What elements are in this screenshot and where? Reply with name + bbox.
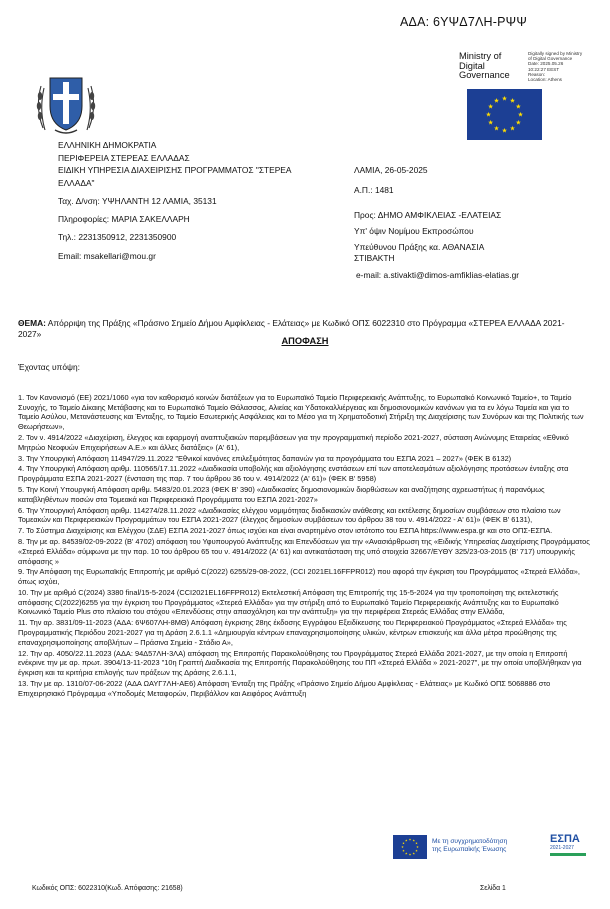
espa-brand: ΕΣΠΑ	[550, 833, 580, 845]
eu-small-flag-icon	[393, 835, 427, 859]
list-item: 6. Την Υπουργική Απόφαση αριθμ. 114274/28.11.2022 «Διαδικασίες ελέγχου νομιμότητας διαδικασιών ανάθεσης και εκτέλεσης δημοσίων συμβάσεων στο πλαίσιο των Τομεακών και Περιφερειακών Προγραμμάτων του ΕΣΠΑ 2021-2027 (έλεγχος δημοσίων συμβάσεων του άρθρου 38 του ν. 4914/2022 - Α' 61)» (ΦΕΚ Β' 6131),	[18, 505, 561, 525]
subject-text: Απόρριψη της Πράξης «Πράσινο Σημείο Δήμου Αμφίκλειας - Ελάτειας» με Κωδικό ΟΠΣ 6022310 στο Πρόγραμμα «ΣΤΕΡΕΑ ΕΛΛΑΔΑ 2021-2027»	[18, 318, 565, 339]
signature-line-1: Ministry of	[459, 51, 502, 61]
recipient-responsible-cont: ΣΤΙΒΑΚΤΗ	[354, 253, 395, 263]
sender-region: ΠΕΡΙΦΕΡΕΙΑ ΣΤΕΡΕΑΣ ΕΛΛΑΔΑΣ	[58, 152, 190, 163]
espa-line-1: Με τη συγχρηματοδότηση	[432, 838, 508, 845]
sender-country: ΕΛΛΗΝΙΚΗ ΔΗΜΟΚΡΑΤΙΑ	[58, 140, 157, 150]
document-date: ΛΑΜΙΑ, 26-05-2025	[354, 165, 428, 175]
signature-line-2: Digital	[459, 60, 485, 71]
sender-contact-person: Πληροφορίες: ΜΑΡΙΑ ΣΑΚΕΛΛΑΡΗ	[58, 214, 190, 225]
eu-flag-icon	[467, 89, 542, 140]
protocol-number: Α.Π.: 1481	[354, 185, 394, 195]
list-item: 7. Το Σύστημα Διαχείρισης και Ελέγχου (ΣΔΕ) ΕΣΠΑ 2021-2027 όπως ισχύει και είναι αναρτημένο στον ιστότοπο του ΕΣΠΑ https://www.espa.gr και στο ΟΠΣ-ΕΣΠΑ.	[18, 526, 553, 536]
greek-emblem-icon	[33, 68, 99, 136]
list-item: 5. Την Κοινή Υπουργική Απόφαση αριθμ. 5483/20.01.2023 (ΦΕΚ Β' 390) «Διαδικασίες δημοσιονομικών διορθώσεων και αναζήτησης αχρεωστήτως ή παρανόμως καταβληθέντων ποσών στα Τομεακά και Περιφερειακά Προγράμματα του ΕΣΠΑ 2021-2027»	[18, 485, 545, 504]
signature-detail-line: Reason:	[528, 71, 546, 77]
recipient-attention: Υπ' όψιν Νομίμου Εκπροσώπου	[354, 226, 474, 236]
sender-block	[58, 140, 348, 263]
recipient-email: e-mail: a.stivakti@dimos-amfiklias-elatias.gr	[356, 270, 520, 280]
recipient-block	[354, 165, 574, 281]
list-item: 2. Τον ν. 4914/2022 «Διαχείριση, έλεγχος και εφαρμογή αναπτυξιακών παρεμβάσεων για την προγραμματική περίοδο 2021-2027, σύσταση Ανώνυμης Εταιρείας «Εθνικό Μητρώο Νεοφυών Επιχειρήσεων Α.Ε.» και άλλες διατάξεις» (Α' 61),	[18, 433, 569, 452]
subject-label: ΘΕΜΑ:	[18, 318, 46, 328]
list-item: 10. Την με αριθμό C(2024) 3380 final/15-5-2024 (CCI2021EL16FFPR012) Εκτελεστική Απόφαση της Επιτροπής της 15-5-2024 για την τροποποίηση της εκτελεστικής απόφασης C(2022)6255 για την έγκριση του Προγράμματος «Στερεά Ελλάδα» για την στήριξη από το Ευρωπαϊκό Ταμείο Περιφερειακής Ανάπτυξης και το Ευρωπαϊκό Κοινωνικό Ταμείο Plus στο πλαίσιο του στόχου «Επενδύσεις στην απασχόληση και την ανάπτυξη» για την περιφέρεια Στερεάς Ελλάδας στην Ελλάδα,	[18, 588, 559, 617]
espa-line-2: της Ευρωπαϊκής Ένωσης	[432, 846, 507, 853]
sender-address: Ταχ. Δ/νση: ΥΨΗΛΑΝΤΗ 12 ΛΑΜΙΑ, 35131	[58, 195, 217, 206]
list-item: 12. Την αρ. 4050/22.11.2023 (ΑΔΑ: 94Δ57ΛΗ-3ΛΑ) απόφαση της Επιτροπής Παρακολούθησης του Προγράμματος Στερεά Ελλάδα 2021-2027, με την οποία η Επιτροπή ενέκρινε την με αρ. πρωτ. 3904/13-11-2023 "10η Γραπτή Διαδικασία της Επιτροπής Παρακολούθησης του ΠΠ «Στερεά Ελλάδα » 2021-2027", με την οποία υποβλήθηκαν για έγκριση και τα κριτήρια επιλογής των πράξεων της Δράσης 2.6.1.1,	[18, 648, 582, 678]
recipient: Προς: ΔΗΜΟ ΑΜΦΙΚΛΕΙΑΣ -ΕΛΑΤΕΙΑΣ	[354, 210, 502, 220]
list-item: 11. Την αρ. 3831/09-11-2023 (ΑΔΑ: 6Ψ607ΛΗ-8ΜΘ) Απόφαση έγκρισης 28ης έκδοσης Εγγράφου Εξειδίκευσης του Περιφερειακού Προγράμματος «Στερεά Ελλάδα» της Προγραμματικής Περιόδου 2021-2027 για τη Δράση 2.6.1.1 «Δημιουργία κέντρων επαναχρησιμοποίησης υλικών, κέντρων επισκευής και άλλα μέτρα προώθησης της επαναχρησιμοποίησης αποβλήτων – Πράσινα Σημεία - Στάδιο Α»,	[18, 618, 567, 647]
digital-signature-label	[459, 52, 510, 81]
ada-code: ΑΔΑ: 6ΥΨΔ7ΛΗ-ΡΨΨ	[400, 15, 527, 29]
signature-detail-line: 10:22:27 EEST	[528, 66, 560, 72]
espa-cofunding-logo	[393, 833, 589, 863]
sender-email: Email: msakellari@mou.gr	[58, 250, 156, 261]
recipient-responsible: Υπεύθυνου Πράξης κα. ΑΘΑΝΑΣΙΑ	[354, 242, 485, 252]
signature-detail-line: Location: Athens	[528, 77, 562, 83]
espa-period: 2021-2027	[550, 845, 574, 851]
sender-phone: Τηλ.: 2231350912, 2231350900	[58, 232, 177, 243]
sender-authority: ΕΙΔΙΚΗ ΥΠΗΡΕΣΙΑ ΔΙΑΧΕΙΡΙΣΗΣ ΠΡΟΓΡΑΜΜΑΤΟΣ "ΣΤΕΡΕΑ	[58, 165, 292, 176]
list-item: 9. Την Απόφαση της Ευρωπαϊκής Επιτροπής με αριθμό C(2022) 6255/29-08-2022, (CCI 2021EL16FFPR012) που αφορά την έγκριση του Προγράμματος «Στερεά Ελλάδα», όπως ισχύει,	[18, 567, 580, 587]
list-item: 1. Τον Κανονισμό (ΕΕ) 2021/1060 «για τον καθορισμό κοινών διατάξεων για το Ευρωπαϊκό Ταμείο Περιφερειακής Ανάπτυξης, το Ευρωπαϊκό Κοινωνικό Ταμείο+, το Ταμείο Συνοχής, το Ταμείο Δίκαιης Μετάβασης και το Ευρωπαϊκό Ταμείο Θάλασσας, Αλιείας και Υδατοκαλλιέργειας και δημοσιονομικών κανόνων για τα εν λόγω Ταμεία και για το Ταμείο Ασύλου, Μετανάστευσης και Ένταξης, το Ταμείο Εσωτερικής Ασφάλειας και το Μέσο για τη Χρηματοδοτική Στήριξη της Διαχείρισης των Συνόρων και της Πολιτικής των Θεωρήσεων»,	[18, 393, 584, 432]
sender-authority-cont: ΕΛΛΑΔΑ"	[58, 177, 95, 188]
signature-detail-line: Digitally signed by Ministry	[528, 51, 583, 56]
list-item: 4. Την Υπουργική Απόφαση αριθμ. 110565/17.11.2022 «Διαδικασία υποβολής και αξιολόγησης ενστάσεων επί των αποτελεσμάτων αξιολόγησης προτάσεων ένταξης στα Προγράμματα ΕΣΠΑ 2021-2027 (ένσταση της παρ. 7 του άρθρου 36 του ν. 4914/2022 (Α' 61)» (ΦΕΚ Β' 5958)	[18, 464, 569, 484]
digital-signature-detail	[528, 51, 582, 82]
decision-title: ΑΠΟΦΑΣΗ	[281, 336, 329, 346]
page-number: Σελίδα 1	[480, 885, 506, 892]
list-item: 8. Την με αρ. 84539/02-09-2022 (Β' 4702) απόφαση του Υφυπουργού Ανάπτυξης και Επενδύσεων για την «Ανασιάρθρωση της «Ειδικής Υπηρεσίας Διαχείρισης Προγράμματος «Στερεά Ελλάδα» σύμφωνα με την παρ. 10 του άρθρου 65 του ν. 4914/2022 (Α' 61) και αντικατάσταση της υπό στοιχεία 32667/ΕΥΘΥ 325/23-03-2015 (Β' 717) υπουργικής απόφασης »	[18, 537, 590, 566]
signature-detail-line: of Digital Governance	[528, 56, 573, 62]
considerations-list	[18, 393, 590, 700]
footer-code: Κωδικός ΟΠΣ: 6022310(Κωδ. Απόφασης: 21658)	[32, 885, 183, 892]
list-item: 3. Την Υπουργική Απόφαση 114947/29.11.2022 "Εθνικοί κανόνες επιλεξιμότητας δαπανών για τα προγράμματα του ΕΣΠΑ 2021 – 2027» (ΦΕΚ Β 6132)	[18, 453, 512, 463]
intro-text: Έχοντας υπόψη:	[18, 362, 80, 372]
espa-brand-icon	[550, 833, 588, 863]
signature-line-3: Governance	[459, 70, 510, 81]
list-item: 13. Την με αρ. 1310/07-06-2022 (ΑΔΑ ΩΑΥΓ7ΛΗ-ΑΕ6) Απόφαση Ένταξη της Πράξης «Πράσινο Σημείο Δήμου Αμφίκλειας - Ελάτειας» με Κωδικό ΟΠΣ 5068886 στο Επιχειρησιακό Πρόγραμμα «Υποδομές Μεταφορών, Περιβάλλον και Αειφόρος Ανάπτυξη	[18, 678, 551, 698]
signature-detail-line: Date: 2025.05.26	[528, 61, 564, 67]
